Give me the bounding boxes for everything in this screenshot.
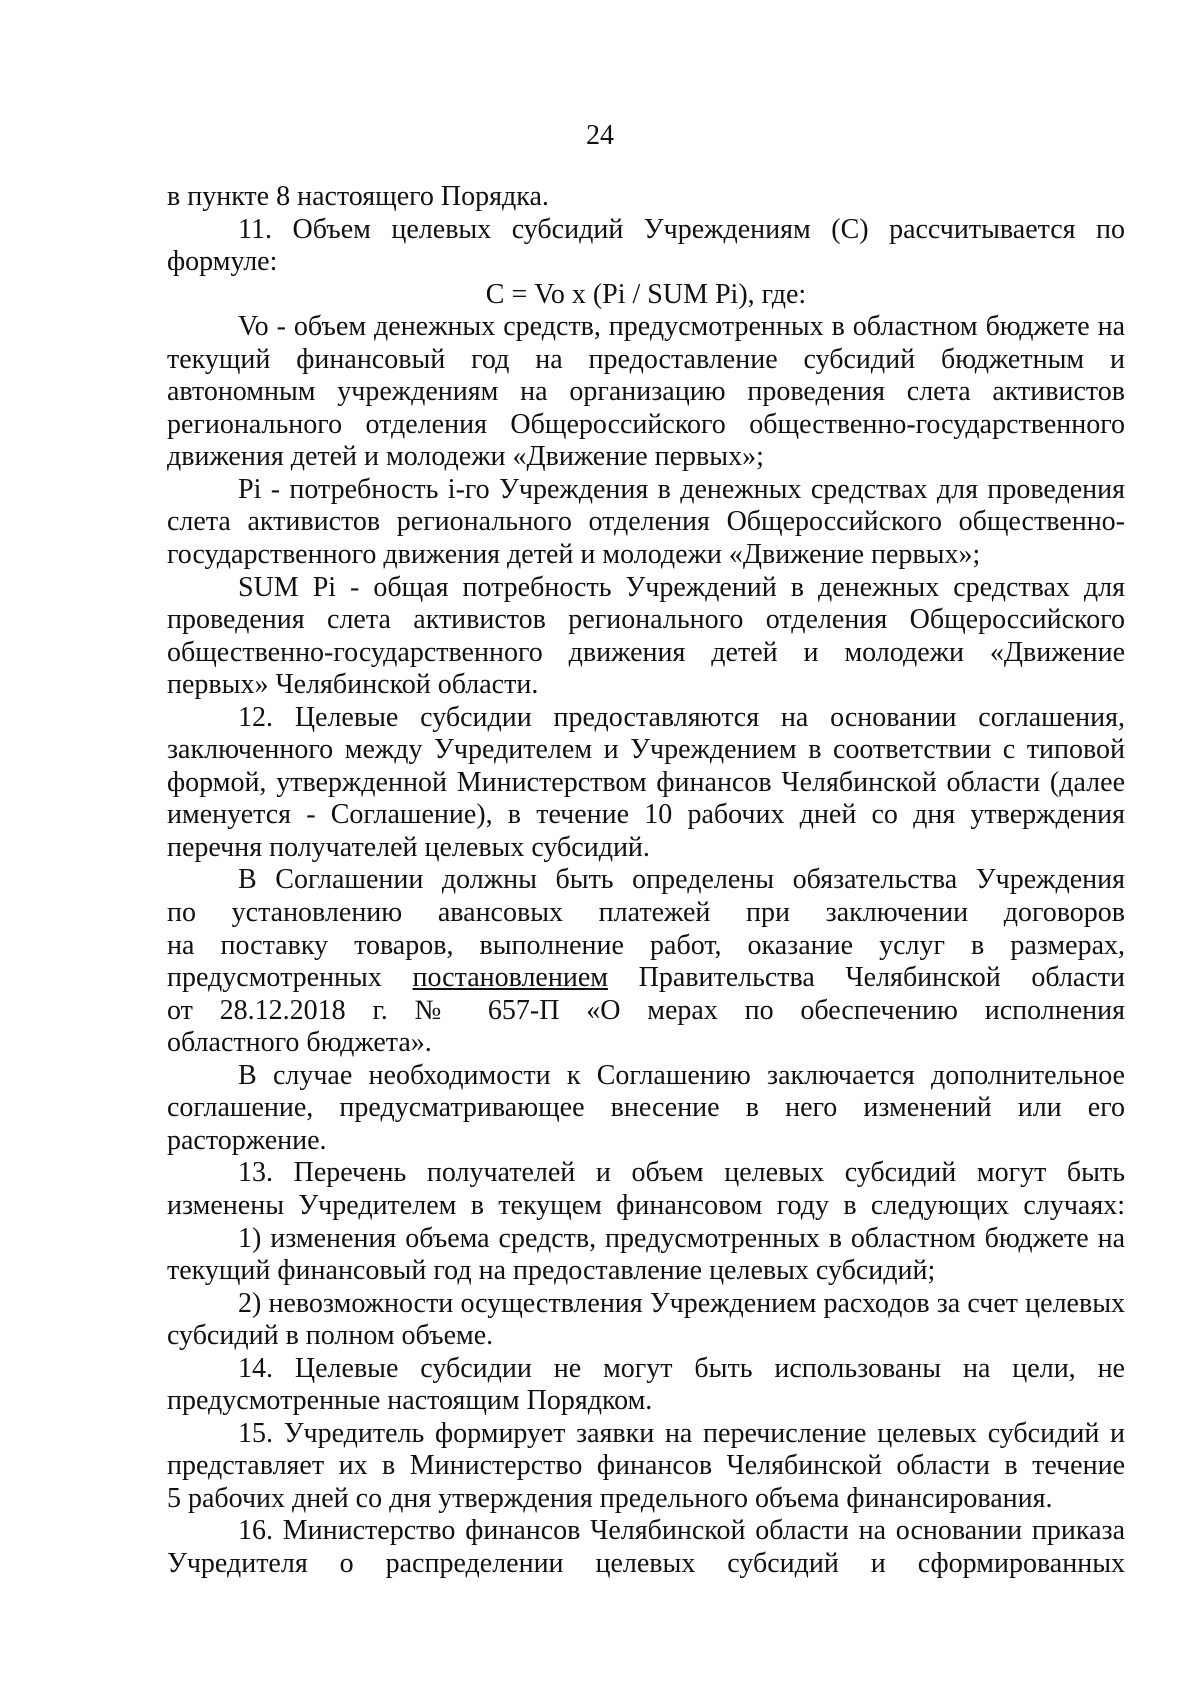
document-body bbox=[167, 181, 1125, 1581]
text-line: SUM Pi - общая потребность Учреждений в денежных средствах для bbox=[238, 571, 1125, 603]
link-line-suffix: Правительства Челябинской области bbox=[607, 962, 1125, 994]
text-line: автономным учреждениям на организацию проведения слета активистов bbox=[167, 376, 1125, 408]
text-line: 16. Министерство финансов Челябинской области на основании приказа bbox=[238, 1515, 1125, 1547]
resolution-link[interactable]: постановлением bbox=[412, 962, 608, 994]
text-line: расторжение. bbox=[167, 1124, 327, 1156]
text-line: формуле: bbox=[167, 246, 278, 278]
text-line: перечня получателей целевых субсидий. bbox=[167, 831, 650, 863]
text-line: соглашение, предусматривающее внесение в него изменений или его bbox=[167, 1092, 1125, 1124]
text-line: 11. Объем целевых субсидий Учреждениям (С) рассчитывается по bbox=[238, 213, 1125, 245]
text-line: изменены Учредителем в текущем финансовом году в следующих случаях: bbox=[167, 1189, 1125, 1221]
text-line: 1) изменения объема средств, предусмотренных в областном бюджете на bbox=[238, 1222, 1125, 1254]
text-line: текущий финансовый год на предоставление целевых субсидий; bbox=[167, 1255, 936, 1287]
text-line: государственного движения детей и молодежи «Движение первых»; bbox=[167, 539, 981, 571]
text-line: формой, утвержденной Министерством финансов Челябинской области (далее bbox=[167, 766, 1125, 798]
text-line: в пункте 8 настоящего Порядка. bbox=[167, 181, 549, 212]
text-line: регионального отделения Общероссийского общественно-государственного bbox=[167, 408, 1125, 440]
text-line: 5 рабочих дней со дня утверждения предельного объема финансирования. bbox=[167, 1482, 1053, 1514]
text-line: представляет их в Министерство финансов Челябинской области в течение bbox=[167, 1450, 1125, 1482]
text-line: 12. Целевые субсидии предоставляются на основании соглашения, bbox=[238, 701, 1125, 733]
text-line: областного бюджета». bbox=[167, 1027, 432, 1059]
text-line: на поставку товаров, выполнение работ, оказание услуг в размерах, bbox=[167, 929, 1125, 961]
text-line: предусмотренные настоящим Порядком. bbox=[167, 1385, 653, 1417]
page-number: 24 bbox=[586, 120, 614, 151]
text-line: Учредителя о распределении целевых субсидий и сформированных bbox=[167, 1547, 1125, 1579]
link-line-prefix: предусмотренных bbox=[167, 962, 413, 994]
text-line: В Соглашении должны быть определены обязательства Учреждения bbox=[238, 864, 1125, 896]
text-line: С = Vo x (Pi / SUM Pi), где: bbox=[485, 278, 807, 310]
text-line: проведения слета активистов регионального отделения Общероссийского bbox=[167, 604, 1125, 636]
text-line: 2) невозможности осуществления Учреждением расходов за счет целевых bbox=[238, 1287, 1125, 1319]
text-line: общественно-государственного движения детей и молодежи «Движение bbox=[167, 636, 1125, 668]
text-line: текущий финансовый год на предоставление субсидий бюджетным и bbox=[167, 343, 1125, 375]
text-line: первых» Челябинской области. bbox=[167, 669, 539, 701]
text-line: 15. Учредитель формирует заявки на перечисление целевых субсидий и bbox=[238, 1417, 1125, 1449]
text-line: В случае необходимости к Соглашению заключается дополнительное bbox=[238, 1059, 1125, 1091]
text-line: по установлению авансовых платежей при заключении договоров bbox=[167, 897, 1125, 929]
text-line: Pi - потребность i-го Учреждения в денежных средствах для проведения bbox=[238, 473, 1125, 505]
text-line: Vo - объем денежных средств, предусмотренных в областном бюджете на bbox=[238, 311, 1125, 343]
text-line: заключенного между Учредителем и Учреждением в соответствии с типовой bbox=[167, 734, 1125, 766]
text-line: движения детей и молодежи «Движение первых»; bbox=[167, 441, 764, 473]
text-line: 13. Перечень получателей и объем целевых субсидий могут быть bbox=[238, 1157, 1125, 1189]
text-line: именуется - Соглашение), в течение 10 рабочих дней со дня утверждения bbox=[167, 799, 1125, 831]
text-line: 14. Целевые субсидии не могут быть использованы на цели, не bbox=[238, 1352, 1125, 1384]
text-line-with-link bbox=[167, 962, 1125, 995]
text-line: субсидий в полном объеме. bbox=[167, 1320, 494, 1352]
text-line: слета активистов регионального отделения Общероссийского общественно- bbox=[167, 506, 1125, 538]
text-line: от 28.12.2018 г. № 657-П «О мерах по обеспечению исполнения bbox=[167, 994, 1125, 1026]
